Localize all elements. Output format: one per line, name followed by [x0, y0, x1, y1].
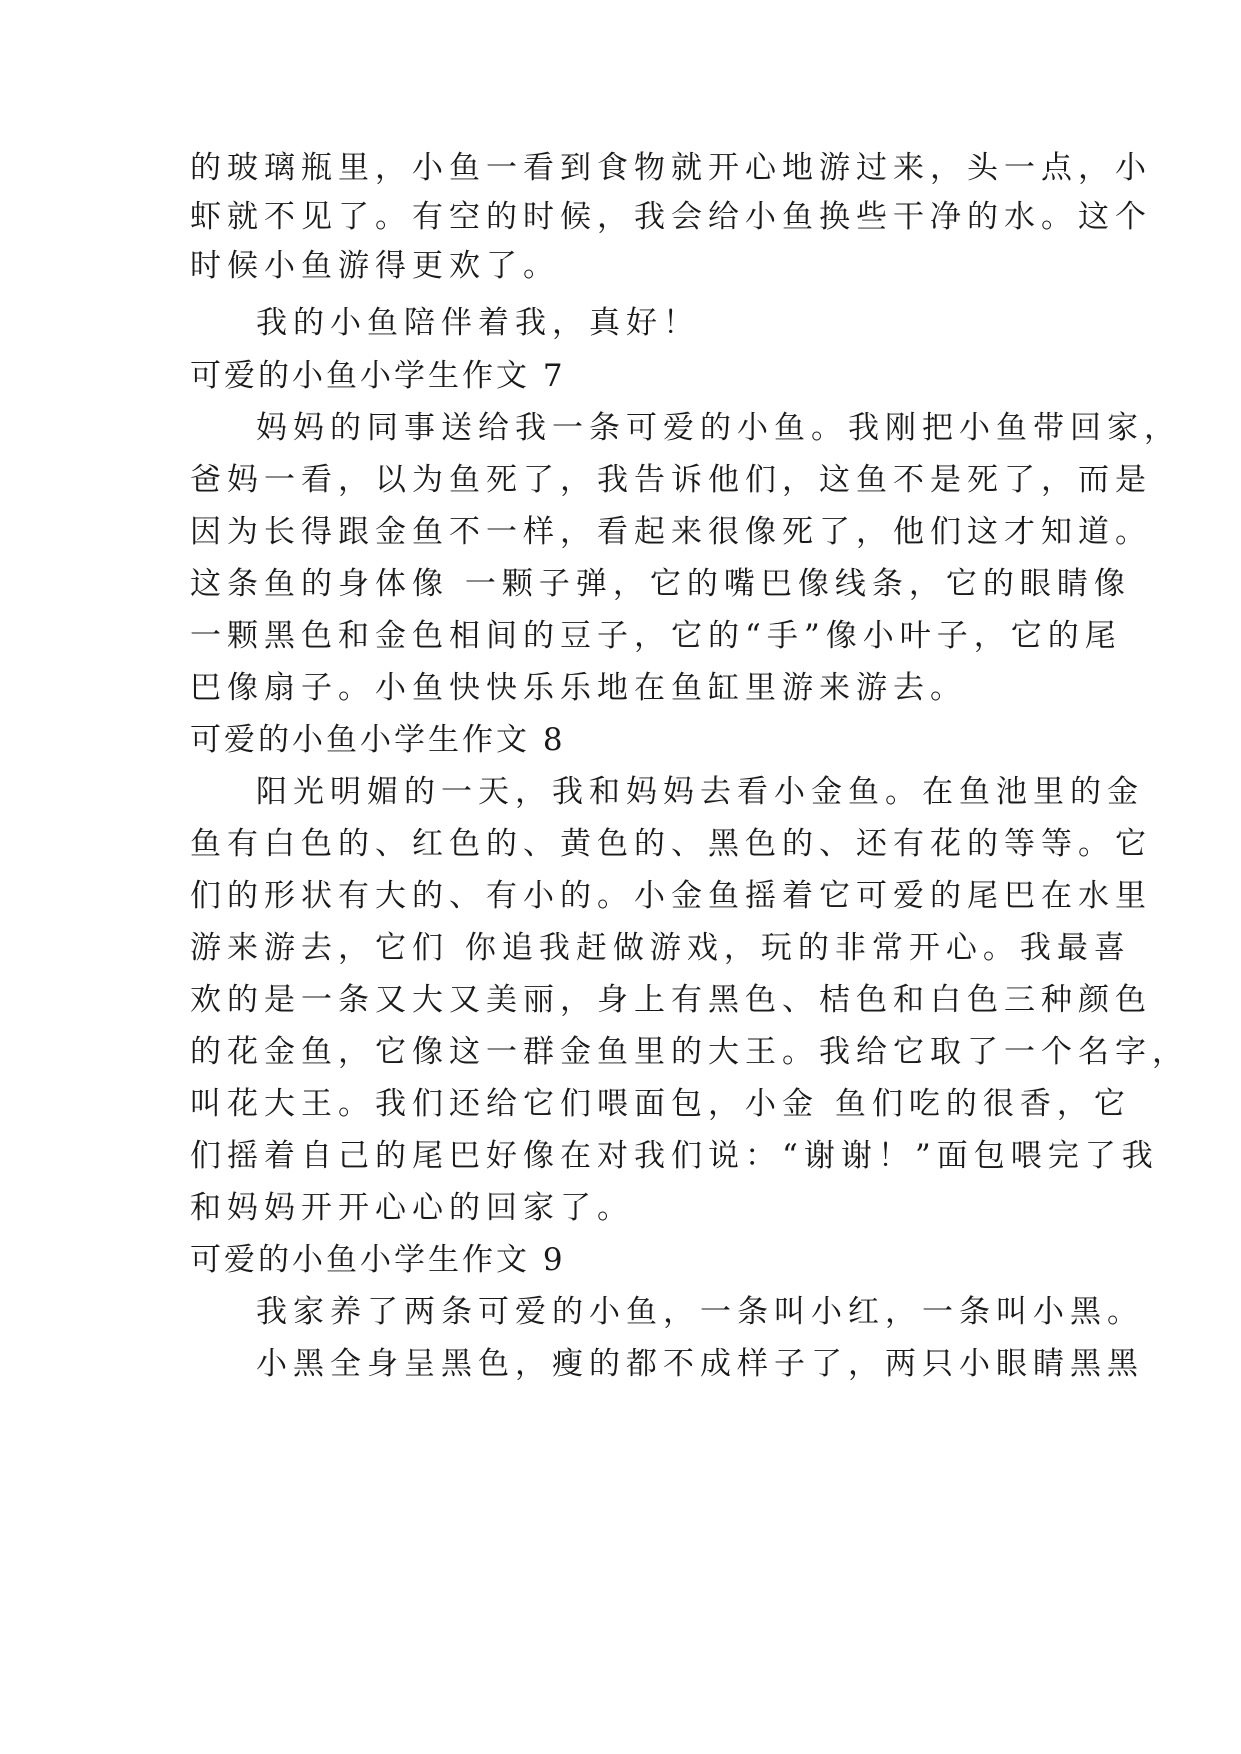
paragraph-line: 一颗黑色和金色相间的豆子，它的“手”像小叶子，它的尾: [190, 618, 1122, 654]
paragraph-line: 我的小鱼陪伴着我，真好！: [256, 305, 700, 341]
paragraph-line: 叫花大王。我们还给它们喂面包，小金 鱼们吃的很香，它: [190, 1086, 1131, 1122]
paragraph-line: 游来游去，它们 你追我赶做游戏，玩的非常开心。我最喜: [190, 930, 1131, 966]
section-heading: 可爱的小鱼小学生作文 8: [190, 722, 566, 758]
paragraph-line: 们摇着自己的尾巴好像在对我们说：“谢谢！”面包喂完了我: [190, 1138, 1159, 1174]
paragraph-line: 因为长得跟金鱼不一样，看起来很像死了，他们这才知道。: [190, 514, 1152, 550]
paragraph-line: 爸妈一看，以为鱼死了，我告诉他们，这鱼不是死了，而是: [190, 462, 1152, 498]
paragraph-line: 们的形状有大的、有小的。小金鱼摇着它可爱的尾巴在水里: [190, 878, 1152, 914]
section-heading: 可爱的小鱼小学生作文 7: [190, 358, 566, 394]
section-heading: 可爱的小鱼小学生作文 9: [190, 1242, 566, 1278]
paragraph-line: 欢的是一条又大又美丽，身上有黑色、桔色和白色三种颜色: [190, 982, 1152, 1018]
paragraph-line: 妈妈的同事送给我一条可爱的小鱼。我刚把小鱼带回家，: [256, 410, 1181, 446]
paragraph-line: 时候小鱼游得更欢了。: [190, 248, 560, 284]
paragraph-line: 和妈妈开开心心的回家了。: [190, 1190, 634, 1226]
paragraph-line: 鱼有白色的、红色的、黄色的、黑色的、还有花的等等。它: [190, 826, 1152, 862]
paragraph-line: 巴像扇子。小鱼快快乐乐地在鱼缸里游来游去。: [190, 670, 967, 706]
paragraph-line: 阳光明媚的一天，我和妈妈去看小金鱼。在鱼池里的金: [256, 774, 1144, 810]
paragraph-line: 小黑全身呈黑色，瘦的都不成样子了，两只小眼睛黑黑: [256, 1346, 1144, 1382]
paragraph-line: 的花金鱼，它像这一群金鱼里的大王。我给它取了一个名字，: [190, 1034, 1189, 1070]
paragraph-line: 的玻璃瓶里，小鱼一看到食物就开心地游过来，头一点，小: [190, 150, 1152, 186]
paragraph-line: 我家养了两条可爱的小鱼，一条叫小红，一条叫小黑。: [256, 1294, 1144, 1330]
paragraph-line: 虾就不见了。有空的时候，我会给小鱼换些干净的水。这个: [190, 199, 1152, 235]
paragraph-line: 这条鱼的身体像 一颗子弹，它的嘴巴像线条，它的眼睛像: [190, 566, 1131, 602]
